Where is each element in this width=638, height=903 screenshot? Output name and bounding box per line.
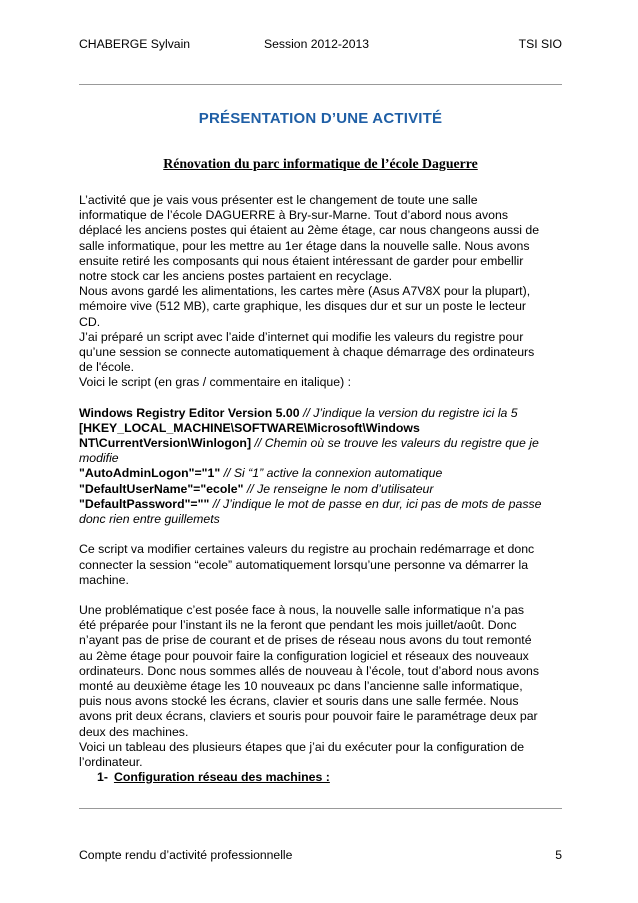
text-line: avons prit deux écrans, claviers et souris pour pouvoir faire le paramétrage deux par bbox=[79, 709, 538, 724]
intro-paragraph bbox=[79, 193, 565, 390]
text-line: été préparée pour l’instant ils ne la feront que pendant les mois juillet/août. Donc bbox=[79, 618, 517, 633]
script-comment: // Je renseigne le nom d’utilisateur bbox=[243, 481, 434, 496]
script-explanation-paragraph bbox=[79, 542, 565, 588]
text-line: qu’une session se connecte automatiquement à chaque démarrage des ordinateurs bbox=[79, 344, 535, 359]
text-line: au 2ème étage pour pouvoir faire la configuration logiciel et réseaux des nouveaux bbox=[79, 648, 529, 663]
text-line: Une problématique c’est posée face à nous, la nouvelle salle informatique n’a pas bbox=[79, 603, 525, 618]
text-line: ensuite retiré les composants qui nous étaient intéressant de garder pour embellir bbox=[79, 253, 524, 268]
script-comment: // J’indique le mot de passe en dur, ici pas de mots de passe bbox=[209, 496, 542, 511]
script-code: Windows Registry Editor Version 5.00 bbox=[79, 405, 300, 420]
text-line: Voici le script (en gras / commentaire en italique) : bbox=[79, 375, 352, 390]
text-line: Ce script va modifier certaines valeurs du registre au prochain redémarrage et donc bbox=[79, 542, 535, 557]
script-code: "DefaultPassword"="" bbox=[79, 496, 210, 511]
script-code: NT\CurrentVersion\Winlogon] bbox=[79, 436, 252, 450]
problem-paragraph bbox=[79, 603, 565, 770]
list-label: Configuration réseau des machines : bbox=[113, 770, 330, 784]
script-comment: donc rien entre guillemets bbox=[79, 511, 220, 526]
text-line: informatique de l’école DAGUERRE à Bry-sur-Marne. Tout d’abord nous avons bbox=[79, 208, 508, 223]
script-comment: // Chemin où se trouve les valeurs du registre que je bbox=[251, 436, 539, 450]
page-footer bbox=[79, 848, 562, 864]
page-number: 5 bbox=[555, 848, 562, 862]
script-line bbox=[79, 482, 565, 497]
list-number: 1- bbox=[97, 770, 108, 784]
page-title: PRÉSENTATION D’UNE ACTIVITÉ bbox=[198, 110, 443, 127]
script-line bbox=[79, 421, 565, 436]
script-line bbox=[79, 406, 565, 421]
script-line bbox=[79, 436, 565, 451]
header-class: TSI SIO bbox=[518, 37, 562, 51]
registry-script bbox=[79, 406, 565, 528]
script-line bbox=[79, 497, 565, 512]
text-line: machine. bbox=[79, 572, 129, 587]
script-line bbox=[79, 466, 565, 481]
text-line: Voici un tableau des plusieurs étapes que j’ai du exécuter pour la configuration de bbox=[79, 739, 525, 754]
text-line: mémoire vive (512 MB), carte graphique, les disques dur et sur un poste le lecteur bbox=[79, 299, 527, 314]
script-comment: // J’indique la version du registre ici la 5 bbox=[299, 405, 518, 420]
script-code: "DefaultUserName"="ecole" bbox=[79, 481, 244, 496]
script-code: "AutoAdminLogon"="1" bbox=[79, 466, 221, 481]
document-body bbox=[79, 193, 565, 770]
text-line: de l'école. bbox=[79, 360, 134, 375]
text-line: notre stock car les anciens postes partaient en recyclage. bbox=[79, 268, 393, 283]
footer-title: Compte rendu d’activité professionnelle bbox=[79, 848, 293, 862]
text-line: deux des machines. bbox=[79, 724, 189, 739]
text-line: monté au deuxième étage les 10 nouveaux pc dans l’ancienne salle informatique, bbox=[79, 679, 523, 693]
footer-divider bbox=[79, 808, 562, 809]
page-header bbox=[79, 37, 562, 53]
text-line: L’activité que je vais vous présenter est le changement de toute une salle bbox=[79, 193, 478, 207]
script-comment: // Si “1” active la connexion automatique bbox=[220, 466, 443, 481]
header-author: CHABERGE Sylvain bbox=[79, 37, 191, 51]
text-line: déplacé les anciens postes qui étaient au 2ème étage, car nous changeons aussi de bbox=[79, 223, 540, 238]
text-line: puis nous avons stocké les écrans, clavier et souris dans une salle fermée. Nous bbox=[79, 694, 519, 709]
text-line: n’ayant pas de prise de courant et de prises de réseau nous avons du tout remonté bbox=[79, 633, 532, 648]
script-line bbox=[79, 512, 565, 527]
page-subtitle: Rénovation du parc informatique de l’école Daguerre bbox=[163, 156, 478, 171]
text-line: Nous avons gardé les alimentations, les cartes mère (Asus A7V8X pour la plupart), bbox=[79, 284, 531, 299]
text-line: ordinateurs. Donc nous sommes allés de nouveau à l’école, tout d’abord nous avons bbox=[79, 663, 540, 678]
script-line bbox=[79, 451, 565, 466]
numbered-heading bbox=[97, 770, 330, 784]
script-comment: modifie bbox=[79, 451, 119, 466]
script-code: [HKEY_LOCAL_MACHINE\SOFTWARE\Microsoft\Windows bbox=[79, 420, 420, 435]
text-line: CD. bbox=[79, 314, 101, 329]
header-session: Session 2012-2013 bbox=[264, 37, 370, 51]
text-line: connecter la session “ecole” automatiquement lorsqu’une personne va démarrer la bbox=[79, 557, 529, 572]
text-line: l’ordinateur. bbox=[79, 754, 143, 769]
header-divider bbox=[79, 84, 562, 85]
text-line: J’ai préparé un script avec l’aide d’internet qui modifie les valeurs du registre pour bbox=[79, 329, 524, 344]
text-line: salle informatique, pour les mettre au 1er étage dans la nouvelle salle. Nous avons bbox=[79, 238, 530, 253]
